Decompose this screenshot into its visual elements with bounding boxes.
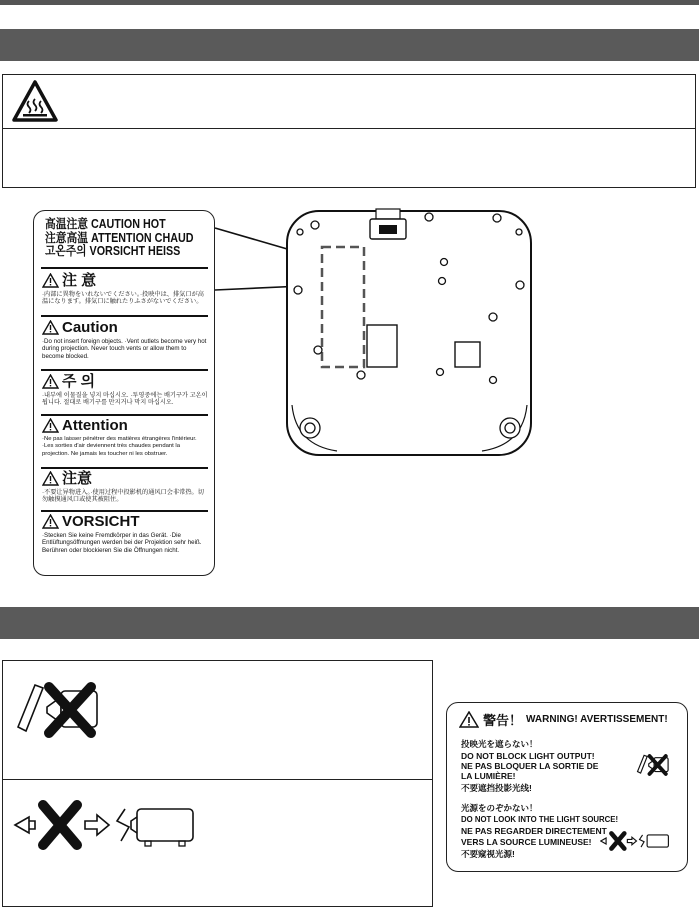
label-heading-ko: 주 의 (62, 373, 96, 390)
label-body-en: ·Do not insert foreign objects. ·Vent outlets become very hot during projection. Never touch vents or allow them to become blocked. (42, 338, 207, 360)
caution-triangle-icon (42, 418, 59, 433)
label-section-fr (42, 418, 208, 458)
warning-triangle-icon (459, 711, 479, 728)
label-rule (41, 510, 208, 512)
label-body-ja: ·内部に異物をいれないでください。·投映中は、排気口が高温になります。排気口に触れたりふさがないでください。 (42, 291, 204, 306)
look-warning-line-5: 不要窥视光源! (461, 849, 515, 859)
caution-triangle-icon (42, 471, 59, 486)
label-heading-zh: 注意 (62, 470, 93, 487)
block-warning-line-3: NE PAS BLOQUER LA SORTIE DE (461, 761, 599, 771)
look-warning-line-1: 光源をのぞかない！ (461, 803, 538, 813)
section-header-bar-2 (0, 607, 699, 639)
caution-triangle-icon (42, 514, 59, 529)
warning-title: WARNING! AVERTISSEMENT! (526, 714, 668, 725)
look-warning-line-4: VERS LA SOURCE LUMINEUSE! (461, 837, 592, 847)
label-heading-de: VORSICHT (62, 513, 140, 530)
label-section-zh (42, 471, 208, 504)
label-rule (41, 467, 208, 469)
do-not-block-light-icon (635, 753, 671, 777)
look-warning-line-2: DO NOT LOOK INTO THE LIGHT SOURCE! (461, 815, 619, 824)
block-warning-line-5: 不要遮挡投影光线! (461, 783, 532, 793)
label-title-line-2: 注意高温 ATTENTION CHAUD (45, 230, 194, 245)
label-body-zh: ·不要让异物进入。·使用过程中投影机的通风口会非常热。切勿触摸通风口或使其被阻住。 (42, 489, 204, 504)
label-rule (41, 315, 208, 317)
label-title-line-3: 고온주의 VORSICHT HEISS (45, 244, 181, 258)
label-rule (41, 267, 208, 269)
label-body-fr: ·Ne pas laisser pénétrer des matières étrangères l'intérieur. ·Les sorties d'air deviennent très chaudes pendant la projection. Ne jamais les toucher ni les obstruer. (42, 436, 197, 457)
label-heading-fr: Attention (62, 417, 128, 434)
label-rule (41, 369, 208, 371)
label-body-de: ·Stecken Sie keine Fremdkörper in das Gerät. ·Die Entlüftungsöffnungen werden bei der Projektion sehr heiß. Berühren oder blockieren Sie die Öffnungen nicht. (42, 532, 202, 554)
label-heading-en: Caution (62, 319, 118, 336)
warning-label-panel (446, 702, 688, 872)
block-warning-line-2: DO NOT BLOCK LIGHT OUTPUT! (461, 751, 595, 761)
hot-caution-label-panel (33, 210, 215, 576)
label-section-en (42, 320, 208, 360)
warning-title-jp: 警告！ (483, 713, 523, 728)
do-not-look-into-light-icon (600, 831, 676, 851)
label-heading-ja: 注 意 (62, 272, 97, 289)
light-warning-table (2, 660, 433, 907)
projector-bottom-view (282, 205, 537, 461)
caution-triangle-icon (42, 374, 59, 389)
caution-triangle-icon (42, 320, 59, 335)
label-title-line-1: 高温注意 CAUTION HOT (45, 217, 166, 231)
warning-label-title (459, 710, 668, 729)
label-section-de (42, 514, 208, 554)
do-not-look-into-light-icon (13, 799, 213, 851)
look-warning-line-3: NE PAS REGARDER DIRECTEMENT (461, 826, 607, 836)
label-rule (41, 414, 208, 416)
block-warning-line-4: LA LUMIÈRE! (461, 771, 516, 781)
block-warning-line-1: 投映光を遮らない！ (461, 739, 538, 749)
caution-triangle-icon (42, 273, 59, 288)
label-title (42, 218, 208, 259)
table-divider (3, 779, 432, 780)
do-not-block-light-icon (15, 679, 101, 741)
label-section-ko (42, 374, 208, 407)
label-section-ja (42, 273, 208, 306)
label-body-ko: ·내부에 이물질을 넣지 마십시오. ·투영중에는 배기구가 고온이 됩니다. 절대로 배기구를 만지거나 막지 마십시오. (42, 392, 208, 407)
